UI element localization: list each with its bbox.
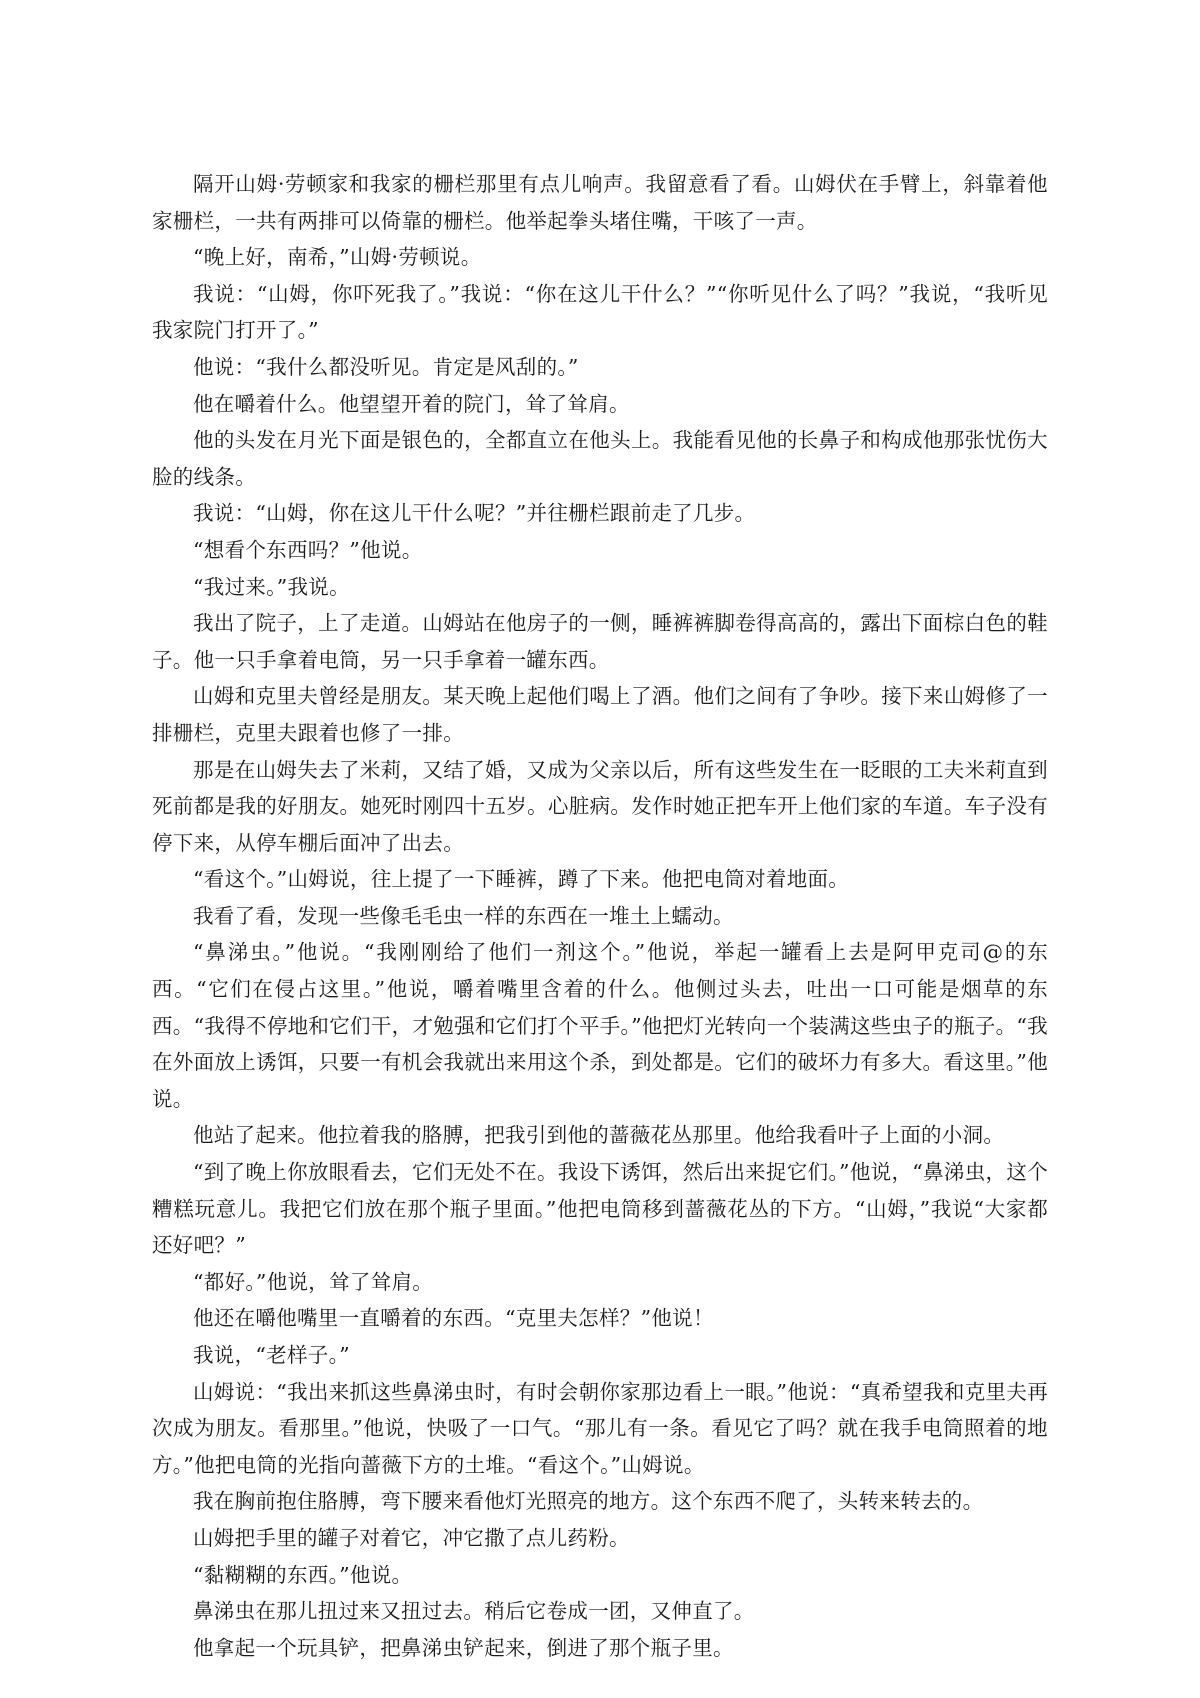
paragraph: 他在嚼着什么。他望望开着的院门，耸了耸肩。 — [193, 391, 630, 416]
paragraph: “我过来。”我说。 — [193, 574, 350, 599]
paragraph: “黏糊糊的东西。”他说。 — [193, 1562, 413, 1587]
paragraph: “晚上好，南希，”山姆·劳顿说。 — [193, 245, 482, 270]
paragraph: 他拿起一个玩具铲，把鼻涕虫铲起来，倒进了那个瓶子里。 — [193, 1635, 734, 1660]
story-text — [152, 166, 1048, 1666]
paragraph: “都好。”他说，耸了耸肩。 — [193, 1269, 434, 1294]
paragraph: 山姆说：“我出来抓这些鼻涕虫时，有时会朝你家那边看上一眼。”他说：“真希望我和克里夫再次成为朋友。看那里。”他说，快吸了一口气。“那儿有一条。看见它了吗？就在我手电筒照着的地方。”他把电筒的光指向蔷薇下方的土堆。“看这个。”山姆说。 — [152, 1379, 1048, 1477]
paragraph: 我看了看，发现一些像毛毛虫一样的东西在一堆土上蠕动。 — [193, 903, 734, 928]
paragraph: 他还在嚼他嘴里一直嚼着的东西。“克里夫怎样？”他说！ — [193, 1306, 714, 1331]
paragraph: 山姆和克里夫曾经是朋友。某天晚上起他们喝上了酒。他们之间有了争吵。接下来山姆修了一排栅栏，克里夫跟着也修了一排。 — [152, 684, 1048, 745]
paragraph: 那是在山姆失去了米莉，又结了婚，又成为父亲以后，所有这些发生在一眨眼的工夫米莉直到死前都是我的好朋友。她死时刚四十五岁。心脏病。发作时她正把车开上他们家的车道。车子没有停下来，从停车棚后面冲了出去。 — [152, 757, 1048, 855]
paragraph: 我在胸前抱住胳膊，弯下腰来看他灯光照亮的地方。这个东西不爬了，头转来转去的。 — [193, 1489, 984, 1514]
paragraph: “想看个东西吗？”他说。 — [193, 537, 423, 562]
paragraph: 我出了院子，上了走道。山姆站在他房子的一侧，睡裤裤脚卷得高高的，露出下面棕白色的鞋子。他一只手拿着电筒，另一只手拿着一罐东西。 — [152, 611, 1048, 672]
paragraph: 鼻涕虫在那儿扭过来又扭过去。稍后它卷成一团，又伸直了。 — [193, 1599, 755, 1624]
paragraph: 他的头发在月光下面是银色的，全都直立在他头上。我能看见他的长鼻子和构成他那张忧伤大脸的线条。 — [152, 428, 1048, 489]
paragraph: “看这个。”山姆说，往上提了一下睡裤，蹲了下来。他把电筒对着地面。 — [193, 867, 850, 892]
paragraph: “鼻涕虫。”他说。“我刚刚给了他们一剂这个。”他说，举起一罐看上去是阿甲克司@的东西。“它们在侵占这里。”他说，嚼着嘴里含着的什么。他侧过头去，吐出一口可能是烟草的东西。“我得不停地和它们干，才勉强和它们打个平手。”他把灯光转向一个装满这些虫子的瓶子。“我在外面放上诱饵，只要一有机会我就出来用这个杀，到处都是。它们的破坏力有多大。看这里。”他说。 — [152, 940, 1048, 1111]
paragraph: 我说：“山姆，你在这儿干什么呢？”并往栅栏跟前走了几步。 — [193, 501, 756, 526]
paragraph: 他站了起来。他拉着我的胳膊，把我引到他的蔷薇花丛那里。他给我看叶子上面的小洞。 — [193, 1123, 1005, 1148]
paragraph: “到了晚上你放眼看去，它们无处不在。我设下诱饵，然后出来捉它们。”他说，“鼻涕虫，这个糟糕玩意儿。我把它们放在那个瓶子里面。”他把电筒移到蔷薇花丛的下方。“山姆，”我说“大家都还好吧？” — [152, 1160, 1048, 1258]
paragraph: 隔开山姆·劳顿家和我家的栅栏那里有点儿响声。我留意看了看。山姆伏在手臂上，斜靠着他家栅栏，一共有两排可以倚靠的栅栏。他举起拳头堵住嘴，干咳了一声。 — [152, 172, 1048, 233]
paragraph: 他说：“我什么都没听见。肯定是风刮的。” — [193, 354, 579, 379]
paragraph: 我说：“山姆，你吓死我了。”我说：“你在这儿干什么？”“你听见什么了吗？”我说，“我听见我家院门打开了。” — [152, 281, 1048, 343]
paragraph: 我说，“老样子。” — [193, 1343, 350, 1367]
paragraph: 山姆把手里的罐子对着它，冲它撒了点儿药粉。 — [193, 1525, 630, 1550]
